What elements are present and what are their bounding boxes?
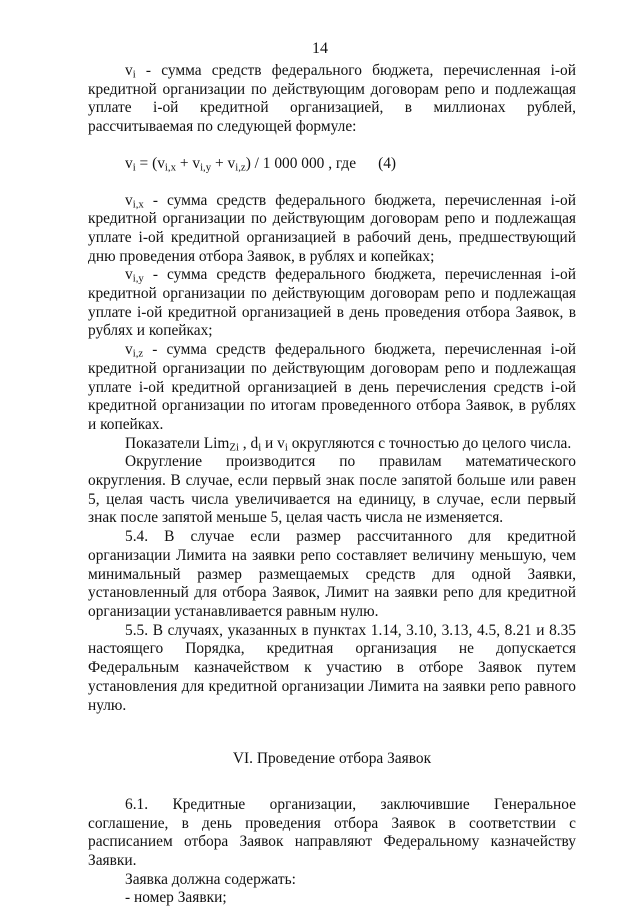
paragraph-6-1: 6.1. Кредитные организации, заключившие Генеральное соглашение, в день проведения отбора Заявок в соответствии с расписанием отбора Заявок направляют Федеральному казначейству Заявки. bbox=[88, 795, 576, 870]
page-number: 14 bbox=[312, 40, 328, 57]
paragraph-rounding-indicators: Показатели Lim$_{Zi}$ , $d_i$ и $v_i$ округляются с точностью до целого числа. bbox=[125, 434, 572, 454]
paragraph-vi-definition: $v_i$ - сумма средств федерального бюджета, перечисленная i-ой кредитной организации по действующим договорам репо и подлежащая уплате i-ой кредитной организацией, в миллионах рублей, рассчитываемая по следующей формуле: bbox=[88, 62, 576, 136]
paragraph-viy-definition: $v_{i,y}$ - сумма средств федерального бюджета, перечисленная i-ой кредитной организации по действующим договорам репо и подлежащая уплате i-ой кредитной организацией в день проведения отбора Заявок, в рублях и копейках; bbox=[88, 266, 576, 340]
formula-4: $v_i = (v_{i,x} + v_{i,y} + v_{i,z}) / 1$ 000 000 , где (4) bbox=[125, 154, 397, 174]
paragraph-vix-definition: $v_{i,x}$ - сумма средств федерального бюджета, перечисленная i-ой кредитной организации по действующим договорам репо и подлежащая уплате i-ой кредитной организацией в рабочий день, предшествующий дню проведения отбора Заявок, в рублях и копейках; bbox=[88, 191, 576, 265]
paragraph-application-contents: Заявка должна содержать: bbox=[125, 870, 296, 888]
section-heading: VI. Проведение отбора Заявок bbox=[232, 750, 432, 768]
formula-number: (4) bbox=[378, 154, 397, 172]
paragraph-5-5: 5.5. В случаях, указанных в пунктах 1.14, 3.10, 3.13, 4.5, 8.21 и 8.35 настоящего Порядка, кредитная организация не допускается Федеральным казначейством к участию в отборе Заявок путем установления для кредитной организации Лимита на заявки репо равного нулю. bbox=[88, 621, 576, 714]
document-body bbox=[88, 62, 576, 908]
paragraph-viz-definition: $v_{i,z}$ - сумма средств федерального бюджета, перечисленная i-ой кредитной организации по действующим договорам репо и подлежащая уплате i-ой кредитной организацией в день перечисления средств i-ой кредитной организации по итогам проведенного отбора Заявок, в рублях и копейках. bbox=[88, 341, 576, 433]
paragraph-5-4: 5.4. В случае если размер рассчитанного для кредитной организации Лимита на заявки репо составляет величину меньшую, чем минимальный размер размещаемых средств для одной Заявки, установленный для отбора Заявок, Лимит на заявки репо для кредитной организации устанавливается равным нулю. bbox=[88, 528, 576, 620]
list-item-application-number: - номер Заявки; bbox=[125, 889, 227, 907]
paragraph-rounding-rules: Округление производится по правилам математического округления. В случае, если первый знак после запятой больше или равен 5, целая часть числа увеличивается на единицу, в случае, если первый знак после запятой меньше 5, целая часть числа не изменяется. bbox=[88, 453, 576, 527]
